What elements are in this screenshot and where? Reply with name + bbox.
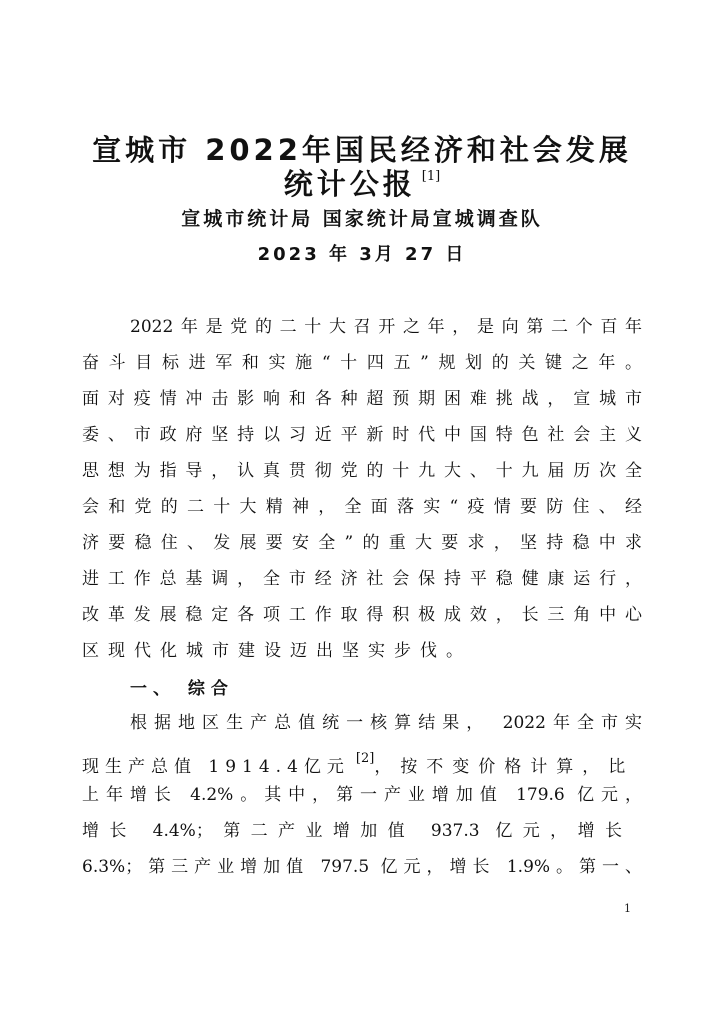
intro-line: 奋斗目标进军和实施“十四五”规划的关键之年。 — [82, 353, 642, 373]
intro-line: 面对疫情冲击影响和各种超预期困难挑战，宣城市 — [82, 389, 642, 409]
intro-line: 改革发展稳定各项工作取得积极成效，长三角中心 — [82, 605, 642, 625]
intro-line: 济要稳住、发展要安全”的重大要求，坚持稳中求 — [82, 533, 642, 553]
report-title-text: 统计公报 — [283, 167, 416, 201]
section-line: 6.3%；第三产业增加值 797.5 亿元，增长 1.9%。第一、 — [82, 857, 642, 877]
section-line: 根据地区生产总值统一核算结果， 2022年全市实 — [130, 713, 642, 733]
intro-line: 进工作总基调，全市经济社会保持平稳健康运行， — [82, 569, 642, 589]
section-line: 增长 4.4%；第二产业增加值 937.3 亿元，增长 — [82, 821, 622, 841]
section-line-text: 现生产总值 1914.4亿元 — [82, 757, 350, 777]
page-number: 1 — [624, 902, 631, 915]
title-footnote-ref[interactable]: [1] — [421, 169, 441, 184]
section-line: 上年增长 4.2%。其中，第一产业增加值 179.6 亿元， — [82, 785, 642, 805]
report-title-line2 — [0, 162, 724, 203]
intro-line: 会和党的二十大精神，全面落实“疫情要防住、经 — [82, 497, 642, 517]
publish-date: 2023 年 3月 27 日 — [257, 244, 467, 265]
issuing-agencies: 宣城市统计局 国家统计局宣城调查队 — [181, 208, 543, 230]
section-line-text: ，按不变价格计算，比 — [374, 757, 635, 777]
report-title-line1: 宣城市 2022年国民经济和社会发展 — [92, 133, 632, 167]
section-heading: 一、 综合 — [130, 679, 234, 699]
intro-line: 区现代化城市建设迈出坚实步伐。 — [82, 641, 472, 661]
intro-line: 思想为指导，认真贯彻党的十九大、十九届历次全 — [82, 461, 642, 481]
intro-line: 2022年是党的二十大召开之年，是向第二个百年 — [130, 317, 642, 337]
gdp-footnote-ref[interactable]: [2] — [355, 751, 375, 766]
section-line-with-footnote — [82, 748, 642, 778]
intro-line: 委、市政府坚持以习近平新时代中国特色社会主义 — [82, 425, 642, 445]
